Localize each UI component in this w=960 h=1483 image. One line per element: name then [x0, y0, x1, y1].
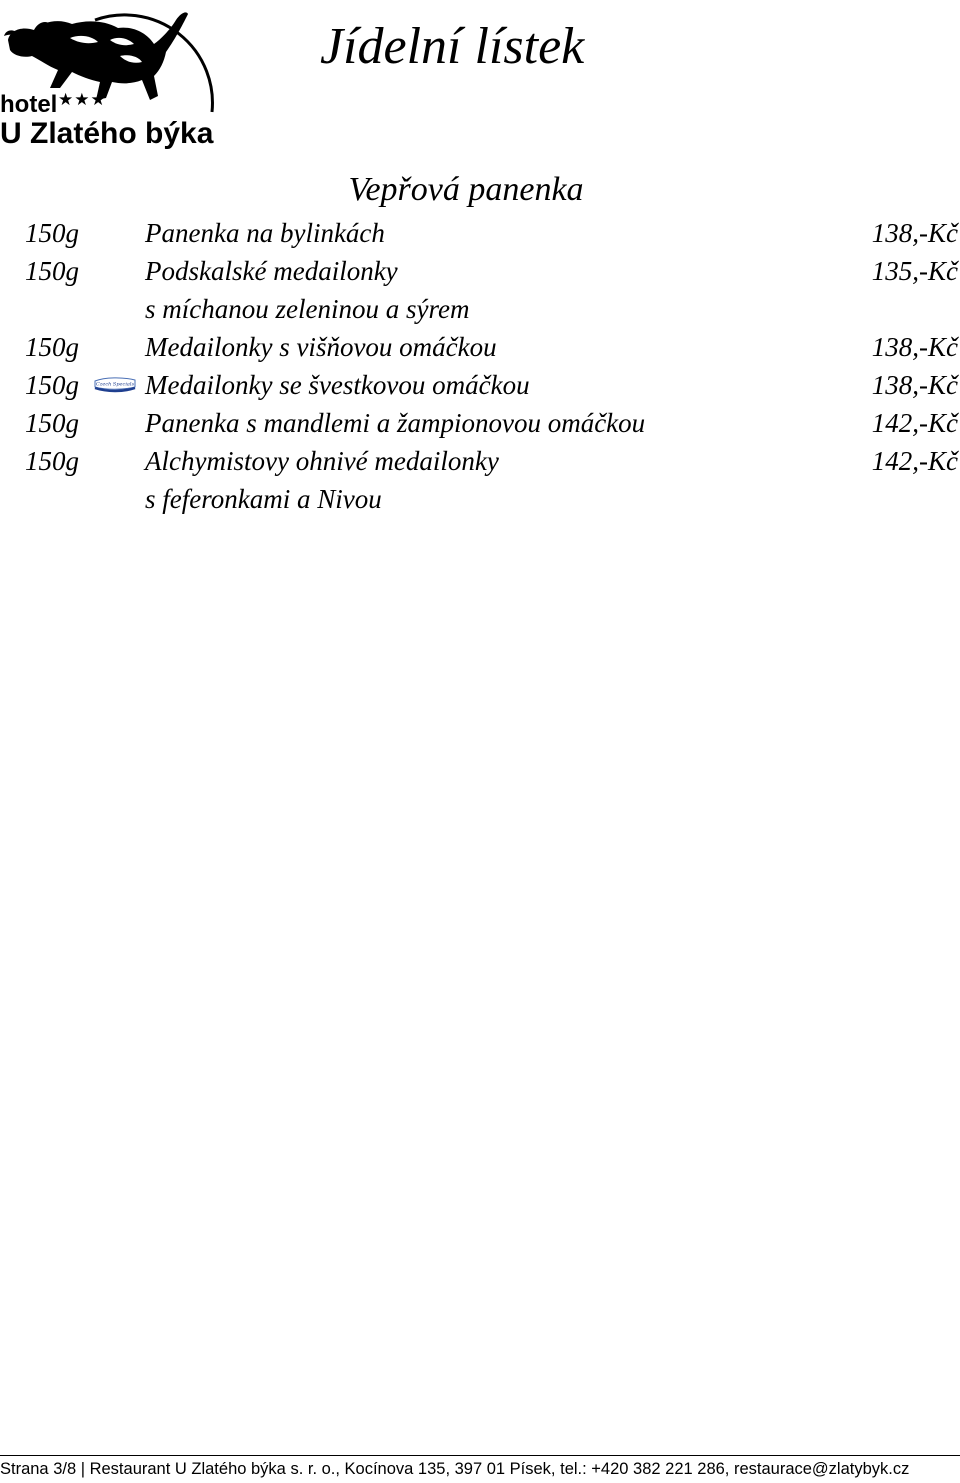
menu-item-name: s míchanou zeleninou a sýrem	[145, 294, 470, 324]
logo-hotel-word: hotel	[0, 91, 58, 118]
menu-item-weight: 150g	[25, 218, 79, 248]
menu-item-weight: 150g	[25, 332, 79, 362]
menu-item	[25, 328, 960, 366]
menu-item-continuation	[25, 480, 960, 518]
logo-stars: ★★★	[58, 90, 107, 110]
menu-item-price: 138,-Kč	[871, 218, 958, 248]
page-title: Jídelní lístek	[320, 18, 585, 75]
menu-item-name: Alchymistovy ohnivé medailonky	[145, 446, 499, 476]
section-title: Vepřová panenka	[348, 171, 584, 208]
menu-item-price: 142,-Kč	[871, 408, 958, 438]
page-footer: Strana 3/8 | Restaurant U Zlatého býka s. r. o., Kocínova 135, 397 01 Písek, tel.: +420 382 221 286, restaurace@zlatybyk.cz	[0, 1460, 910, 1478]
menu-item-price: 142,-Kč	[871, 446, 958, 476]
menu-list	[25, 214, 960, 518]
menu-item-price: 135,-Kč	[871, 256, 958, 286]
menu-item-name: Panenka s mandlemi a žampionovou omáčkou	[145, 408, 646, 438]
menu-item-name: Podskalské medailonky	[145, 256, 398, 286]
menu-item-weight: 150g	[25, 256, 79, 286]
czech-specials-badge-text: Czech Specials	[95, 381, 135, 388]
menu-item-price: 138,-Kč	[871, 370, 958, 400]
menu-item-name: Medailonky s višňovou omáčkou	[145, 332, 497, 362]
menu-item	[25, 252, 960, 290]
menu-item	[25, 442, 960, 480]
menu-item-weight: 150g	[25, 408, 79, 438]
menu-item	[25, 214, 960, 252]
menu-item-name: s feferonkami a Nivou	[145, 484, 382, 514]
menu-item	[25, 404, 960, 442]
menu-item-weight: 150g	[25, 370, 79, 400]
czech-specials-badge-icon	[93, 374, 137, 394]
menu-item-continuation	[25, 290, 960, 328]
menu-item-name: Medailonky se švestkovou omáčkou	[145, 370, 530, 400]
menu-item-weight: 150g	[25, 446, 79, 476]
menu-item-name: Panenka na bylinkách	[145, 218, 385, 248]
menu-item	[25, 366, 960, 404]
hotel-logo	[0, 0, 218, 156]
menu-item-price: 138,-Kč	[871, 332, 958, 362]
logo-hotel-name: U Zlatého býka	[0, 117, 214, 150]
